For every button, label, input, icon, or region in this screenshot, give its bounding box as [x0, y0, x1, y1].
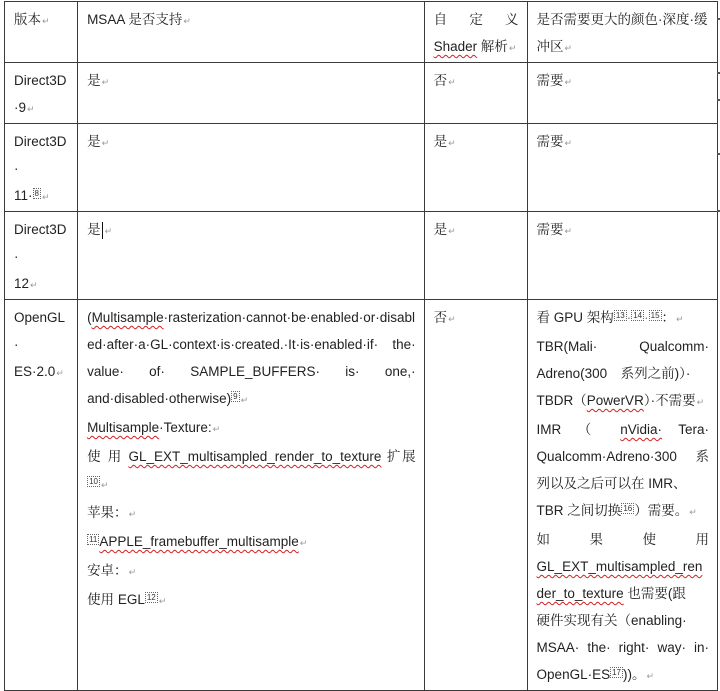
- spellcheck-word: PowerVR: [586, 393, 644, 408]
- footnote-ref[interactable]: 15: [650, 311, 660, 320]
- paragraph-mark-icon: ↵: [564, 226, 573, 236]
- spellcheck-word: GL_EXT_multisampled_render_to_texture: [128, 449, 382, 464]
- cell-msaa[interactable]: 是↵: [78, 63, 425, 124]
- footnote-ref[interactable]: 8: [34, 189, 39, 198]
- paragraph-mark-icon: ↵: [128, 567, 137, 577]
- tbdr-line: TBDR（PowerVR）·不需要↵: [536, 393, 705, 408]
- footnote-ref[interactable]: 12: [146, 593, 156, 602]
- cell-msaa[interactable]: 是↵: [78, 124, 425, 212]
- cell-version[interactable]: Direct3D· 12↵: [5, 212, 78, 300]
- table-header-row: [5, 2, 718, 63]
- cell-version[interactable]: Direct3D· 11· 8 ↵: [5, 124, 78, 212]
- if-use-line: 如 果 使 用: [536, 532, 709, 547]
- quote-paragraph: (Multisample·rasterization·cannot·be·enabled·or·disabled·after·a·GL·context·is·created.·It·is·enabled·if· the· value· of· SAMPLE_BUFFERS· is· one,· and·disabled·otherwise) 9 ↵: [87, 310, 416, 406]
- tbr-line: TBR(Mali· Qualcomm·: [536, 339, 709, 354]
- final-line: OpenGL·ES 17 ))。↵: [536, 667, 655, 682]
- cell-msaa[interactable]: [78, 300, 425, 691]
- cell-buffer[interactable]: 需要↵: [527, 124, 717, 212]
- paragraph-mark-icon: ↵: [158, 596, 167, 606]
- paragraph-mark-icon: ↵: [212, 424, 221, 434]
- footnote-ref[interactable]: 10: [89, 477, 98, 486]
- cell-shader[interactable]: 否↵: [424, 63, 527, 124]
- paragraph-mark-icon: ↵: [104, 226, 113, 236]
- paragraph-mark-icon: ↵: [41, 192, 50, 202]
- spellcheck-word: Multisample: [87, 420, 160, 435]
- extension-paragraph: 使 用 GL_EXT_multisampled_render_to_texture 扩展10 ↵: [87, 449, 416, 490]
- paragraph-mark-icon: ↵: [183, 16, 191, 26]
- spellcheck-word: Multisample: [91, 310, 164, 325]
- cell-shader[interactable]: 否↵: [424, 300, 527, 691]
- paragraph-mark-icon: ↵: [448, 226, 456, 236]
- paragraph-mark-icon: ↵: [676, 314, 684, 324]
- comparison-table: [4, 1, 718, 691]
- paragraph-mark-icon: ↵: [101, 138, 110, 148]
- paragraph-mark-icon: ↵: [100, 480, 109, 490]
- text-cursor: [102, 222, 103, 239]
- paragraph-mark-icon: ↵: [42, 16, 50, 26]
- cell-shader[interactable]: 是↵: [424, 124, 527, 212]
- paragraph-mark-icon: ↵: [128, 509, 137, 519]
- apple-label: 苹果：↵: [87, 505, 137, 520]
- cell-version[interactable]: Direct3D·9↵: [5, 63, 78, 124]
- header-msaa[interactable]: MSAA 是否支持↵: [78, 2, 425, 63]
- imr-line-3: 列以及之后可以在 IMR、: [536, 476, 687, 491]
- paragraph-mark-icon: ↵: [696, 397, 705, 407]
- table-row: [5, 212, 718, 300]
- table-row: [5, 124, 718, 212]
- egl-line: 使用 EGL 12 ↵: [87, 592, 167, 607]
- table-row: [5, 63, 718, 124]
- apple-extension: [87, 528, 416, 557]
- header-buffer[interactable]: 是否需要更大的颜色·深度·缓冲区↵: [527, 2, 717, 63]
- cell-shader[interactable]: 是↵: [424, 212, 527, 300]
- paragraph-mark-icon: ↵: [646, 671, 655, 681]
- table-row: [5, 300, 718, 691]
- ext-line-2: der_to_texture 也需要(跟: [536, 586, 686, 601]
- paragraph-mark-icon: ↵: [299, 538, 308, 548]
- hw-line: 硬件实现有关（enabling·: [536, 613, 687, 628]
- paragraph-mark-icon: ↵: [240, 395, 249, 405]
- paragraph-mark-icon: ↵: [27, 104, 35, 114]
- header-shader[interactable]: 自 定 义 Shader 解析↵: [424, 2, 527, 63]
- footnote-ref[interactable]: 14: [633, 311, 643, 320]
- spellcheck-word: GL_EXT_multisampled_ren: [536, 559, 703, 574]
- footnote-ref[interactable]: 13: [615, 311, 625, 320]
- imr-line-4: TBR 之间切换 16 ）需要。↵: [536, 503, 697, 518]
- msaa-line: MSAA· the· right· way· in·: [536, 640, 709, 655]
- footnote-ref[interactable]: 16: [623, 504, 633, 513]
- texture-heading: Multisample·Texture:↵: [87, 420, 221, 435]
- paragraph-mark-icon: ↵: [101, 77, 110, 87]
- footnote-ref[interactable]: 9: [233, 392, 238, 401]
- paragraph-mark-icon: ↵: [689, 507, 697, 517]
- footnote-ref[interactable]: 11: [89, 535, 98, 544]
- cell-buffer[interactable]: [527, 300, 717, 691]
- gpu-arch-intro: 看 GPU 架构 13 · 14 · 15 ：↵: [536, 310, 684, 325]
- paragraph-mark-icon: ↵: [448, 314, 456, 324]
- ext-line-1: [537, 553, 709, 580]
- android-label: 安卓：↵: [87, 563, 137, 578]
- header-version[interactable]: 版本↵: [5, 2, 78, 63]
- paragraph-mark-icon: ↵: [564, 138, 573, 148]
- spellcheck-word: APPLE_framebuffer_multisample: [99, 534, 299, 549]
- paragraph-mark-icon: ↵: [56, 368, 64, 378]
- footnote-ref[interactable]: 17: [612, 668, 621, 677]
- tbr-line-2: Adreno(300 系列之前)）·: [536, 366, 691, 381]
- cell-version[interactable]: OpenGL· ES·2.0↵: [5, 300, 78, 691]
- spellcheck-word: nVidia·: [620, 422, 663, 437]
- cell-msaa[interactable]: 是 ↵: [78, 212, 425, 300]
- spellcheck-word: Shader: [433, 39, 478, 54]
- paragraph-mark-icon: ↵: [448, 77, 456, 87]
- spellcheck-word: der_to_texture: [536, 586, 624, 601]
- paragraph-mark-icon: ↵: [448, 138, 456, 148]
- paragraph-mark-icon: ↵: [564, 77, 573, 87]
- imr-line: IMR （ nVidia· Tera·: [536, 422, 709, 437]
- paragraph-mark-icon: ↵: [564, 43, 573, 53]
- cell-buffer[interactable]: 需要↵: [527, 63, 717, 124]
- paragraph-mark-icon: ↵: [508, 43, 517, 53]
- paragraph-mark-icon: ↵: [30, 280, 38, 290]
- cell-buffer[interactable]: 需要↵: [527, 212, 717, 300]
- imr-line-2: Qualcomm·Adreno·300 系: [536, 449, 709, 464]
